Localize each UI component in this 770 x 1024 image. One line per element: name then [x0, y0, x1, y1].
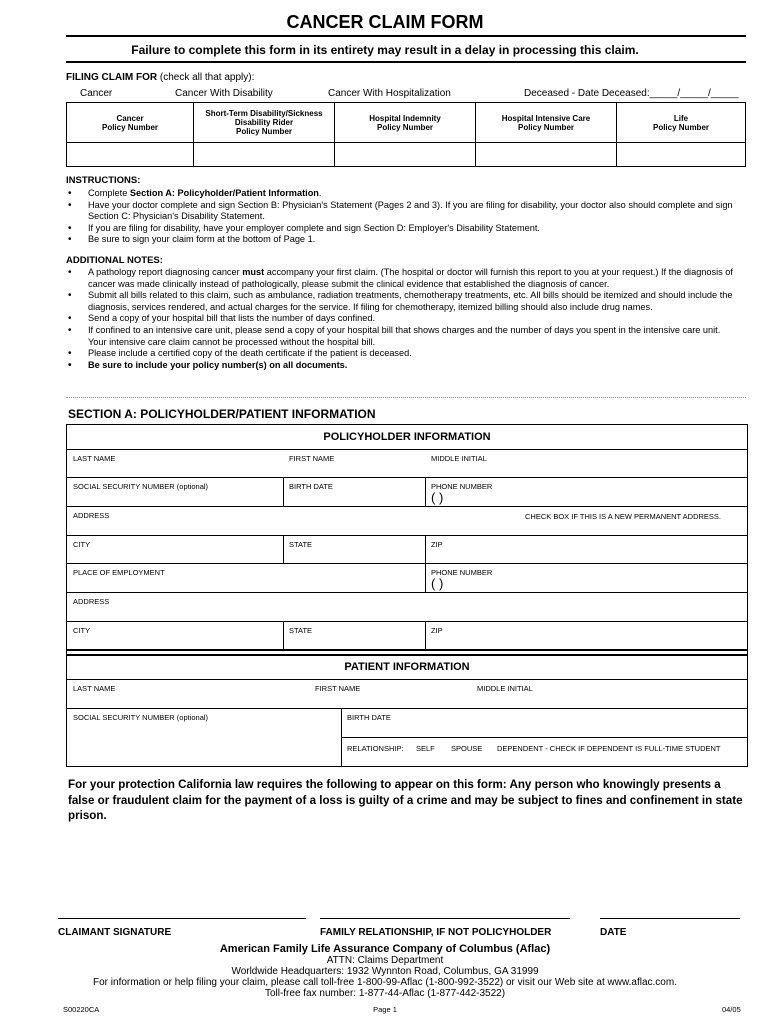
note-item	[66, 267, 738, 290]
family-relationship-label: FAMILY RELATIONSHIP, IF NOT POLICYHOLDER	[320, 927, 552, 938]
headquarters-address: Worldwide Headquarters: 1932 Wynnton Road, Columbus, GA 31999	[231, 966, 539, 977]
ph-work-state-label: STATE	[289, 626, 313, 635]
note-item: • Send a copy of your hospital bill that lists the number of days confined.	[66, 313, 738, 325]
row-divider	[67, 679, 747, 680]
ph-first-name-label: FIRST NAME	[289, 454, 335, 463]
policy-header-disability	[194, 103, 335, 143]
filing-claim-heading	[66, 72, 254, 83]
instruction-text: .	[318, 188, 322, 198]
policy-header-icu-line2: Policy Number	[517, 122, 574, 132]
policy-number-table	[66, 102, 746, 167]
warning-divider	[66, 61, 746, 63]
policy-header-icu	[476, 103, 617, 143]
policy-header-life-line1: Life	[673, 113, 689, 123]
processing-warning: Failure to complete this form in its entirety may result in a delay in processing this claim.	[131, 43, 639, 57]
ph-name-field[interactable]	[67, 449, 747, 477]
row-divider	[67, 535, 747, 536]
notes-heading: ADDITIONAL NOTES:	[66, 255, 163, 266]
policy-header-life	[617, 103, 746, 143]
filing-option-hospitalization[interactable]: Cancer With Hospitalization	[328, 88, 451, 99]
section-a-box	[66, 424, 748, 767]
pt-relationship-label: RELATIONSHIP:	[347, 744, 404, 753]
page-number: Page 1	[373, 1005, 397, 1014]
ph-zip-label: ZIP	[431, 540, 443, 549]
family-relationship-line[interactable]	[320, 918, 570, 919]
cell-divider	[425, 535, 426, 563]
ph-work-phone-area-code[interactable]: ( )	[431, 576, 444, 591]
cell-divider	[283, 621, 284, 649]
ph-work-zip-label: ZIP	[431, 626, 443, 635]
note-item: • If confined to an intensive care unit, please send a copy of your hospital bill that shows charges and the number of days you spent in the intensive care unit. Your intensive care claim cannot be processed without the hospital bill.	[66, 325, 738, 348]
ph-state-label: STATE	[289, 540, 313, 549]
form-title: CANCER CLAIM FORM	[286, 12, 484, 32]
note-item: • Please include a certified copy of the death certificate if the patient is deceased.	[66, 348, 738, 360]
section-divider	[67, 654, 747, 656]
pt-ssn-label: SOCIAL SECURITY NUMBER (optional)	[73, 713, 209, 722]
row-divider	[67, 592, 747, 593]
instruction-item: • Have your doctor complete and sign Section B: Physician's Statement (Pages 2 and 3). If you are filing for disability, your doctor also should complete and sign Section C: Physician's Disability Statement.	[66, 200, 738, 223]
notes-divider	[66, 397, 746, 398]
policy-input-cancer[interactable]	[67, 143, 194, 167]
row-divider	[67, 708, 747, 709]
row-divider	[67, 477, 747, 478]
instructions-heading: INSTRUCTIONS:	[66, 175, 141, 186]
policy-header-life-line2: Policy Number	[652, 122, 709, 132]
claims-attn: ATTN: Claims Department	[326, 955, 444, 966]
california-fraud-notice: For your protection California law requires the following to appear on this form: Any person who knowingly presents a false or fraudulent claim for the payment of a loss is guilty of a crime and may be subject to fines and confinement in state prison.	[68, 778, 743, 822]
ph-phone-area-code[interactable]: ( )	[431, 490, 444, 505]
form-id: S00220CA	[63, 1005, 100, 1014]
date-label: DATE	[600, 927, 627, 938]
note-text: accompany your first claim. (The hospital or doctor will furnish this report to you at your request.) If the diagnosis of cancer was made clinically instead of pathologically, please submit the clinical evidence that established the diagnosis of cancer.	[88, 267, 733, 289]
policy-header-hospital	[335, 103, 476, 143]
row-divider	[67, 621, 747, 622]
note-text: A pathology report diagnosing cancer	[88, 267, 243, 277]
claimant-signature-label: CLAIMANT SIGNATURE	[58, 927, 172, 938]
ph-city-label: CITY	[73, 540, 91, 549]
row-divider	[67, 563, 747, 564]
pt-first-name-label: FIRST NAME	[315, 684, 361, 693]
pt-birth-date-label: BIRTH DATE	[347, 713, 391, 722]
ph-address-label: ADDRESS	[73, 511, 110, 520]
note-item: • Be sure to include your policy number(s) on all documents.	[66, 360, 738, 372]
row-divider	[341, 737, 747, 738]
policyholder-title: POLICYHOLDER INFORMATION	[323, 431, 491, 443]
title-divider	[66, 35, 746, 37]
cell-divider	[425, 563, 426, 592]
filing-option-disability[interactable]: Cancer With Disability	[175, 88, 273, 99]
ph-new-address-label[interactable]: CHECK BOX IF THIS IS A NEW PERMANENT ADDRESS.	[525, 512, 722, 521]
instruction-item	[66, 188, 738, 200]
filing-claim-hint: (check all that apply):	[159, 72, 255, 83]
pt-relationship-dependent[interactable]: DEPENDENT - CHECK IF DEPENDENT IS FULL-TIME STUDENT	[497, 744, 721, 753]
policy-header-hospital-line2: Policy Number	[376, 122, 433, 132]
ph-phone-label: PHONE NUMBER	[431, 482, 493, 491]
pt-middle-initial-label: MIDDLE INITIAL	[477, 684, 533, 693]
ph-work-phone-label: PHONE NUMBER	[431, 568, 493, 577]
policy-header-cancer	[67, 103, 194, 143]
cell-divider	[283, 535, 284, 563]
policy-header-icu-line1: Hospital Intensive Care	[501, 113, 591, 123]
section-a-title: SECTION A: POLICYHOLDER/PATIENT INFORMATION	[68, 407, 376, 421]
cell-divider	[425, 621, 426, 649]
row-divider	[67, 506, 747, 507]
policy-header-disability-line2: Disability Rider	[234, 118, 294, 127]
claimant-signature-line[interactable]	[58, 918, 306, 919]
instruction-bold: Section A: Policyholder/Patient Information	[129, 188, 319, 198]
pt-relationship-spouse[interactable]: SPOUSE	[451, 744, 483, 753]
fax-number: Toll-free fax number: 1-877-44-Aflac (1-877-442-3522)	[264, 988, 506, 999]
policy-header-disability-line3: Policy Number	[235, 127, 292, 136]
form-version: 04/05	[722, 1005, 741, 1014]
ph-work-address-label: ADDRESS	[73, 597, 110, 606]
pt-last-name-label: LAST NAME	[73, 684, 116, 693]
cell-divider	[425, 477, 426, 506]
policy-input-disability[interactable]	[194, 143, 335, 167]
policy-header-cancer-line2: Policy Number	[101, 122, 158, 132]
company-name: American Family Life Assurance Company of Columbus (Aflac)	[219, 943, 551, 955]
note-item: • Submit all bills related to this claim, such as ambulance, radiation treatments, chemotherapy treatments, etc. All bills should be itemized and should include the diagnosis, services rendered, and actual charges for the service. If filing for chemotherapy, itemized billing should also include drug names.	[66, 290, 738, 313]
cell-divider	[283, 477, 284, 506]
pt-relationship-self[interactable]: SELF	[416, 744, 435, 753]
section-divider	[67, 649, 747, 651]
notes-list	[66, 267, 738, 371]
policy-input-life[interactable]	[617, 143, 746, 167]
policy-input-icu[interactable]	[476, 143, 617, 167]
policy-header-cancer-line1: Cancer	[116, 113, 144, 123]
filing-option-deceased[interactable]: Deceased - Date Deceased:_____/_____/_____	[524, 88, 739, 99]
filing-claim-label: FILING CLAIM FOR	[66, 72, 158, 83]
filing-option-cancer[interactable]: Cancer	[80, 88, 113, 99]
instruction-item: • Be sure to sign your claim form at the bottom of Page 1.	[66, 234, 738, 246]
contact-info: For information or help filing your claim, please call toll-free 1-800-99-Aflac (1-800-992-3522) or visit our Web site at www.aflac.com.	[93, 977, 677, 988]
patient-title: PATIENT INFORMATION	[344, 661, 470, 673]
date-line[interactable]	[600, 918, 740, 919]
instruction-item: • If you are filing for disability, have your employer complete and sign Section D: Employer's Disability Statement.	[66, 223, 738, 235]
ph-last-name-label: LAST NAME	[73, 454, 116, 463]
ph-ssn-label: SOCIAL SECURITY NUMBER (optional)	[73, 482, 209, 491]
ph-work-city-label: CITY	[73, 626, 91, 635]
ph-birth-date-label: BIRTH DATE	[289, 482, 333, 491]
instruction-text: Complete	[88, 188, 130, 198]
policy-input-hospital[interactable]	[335, 143, 476, 167]
policy-header-hospital-line1: Hospital Indemnity	[369, 113, 441, 123]
ph-employment-label: PLACE OF EMPLOYMENT	[73, 568, 165, 577]
ph-middle-initial-label: MIDDLE INITIAL	[431, 454, 487, 463]
note-bold: must	[242, 267, 265, 277]
instructions-list	[66, 188, 738, 246]
policy-header-disability-line1: Short-Term Disability/Sickness	[205, 109, 323, 118]
